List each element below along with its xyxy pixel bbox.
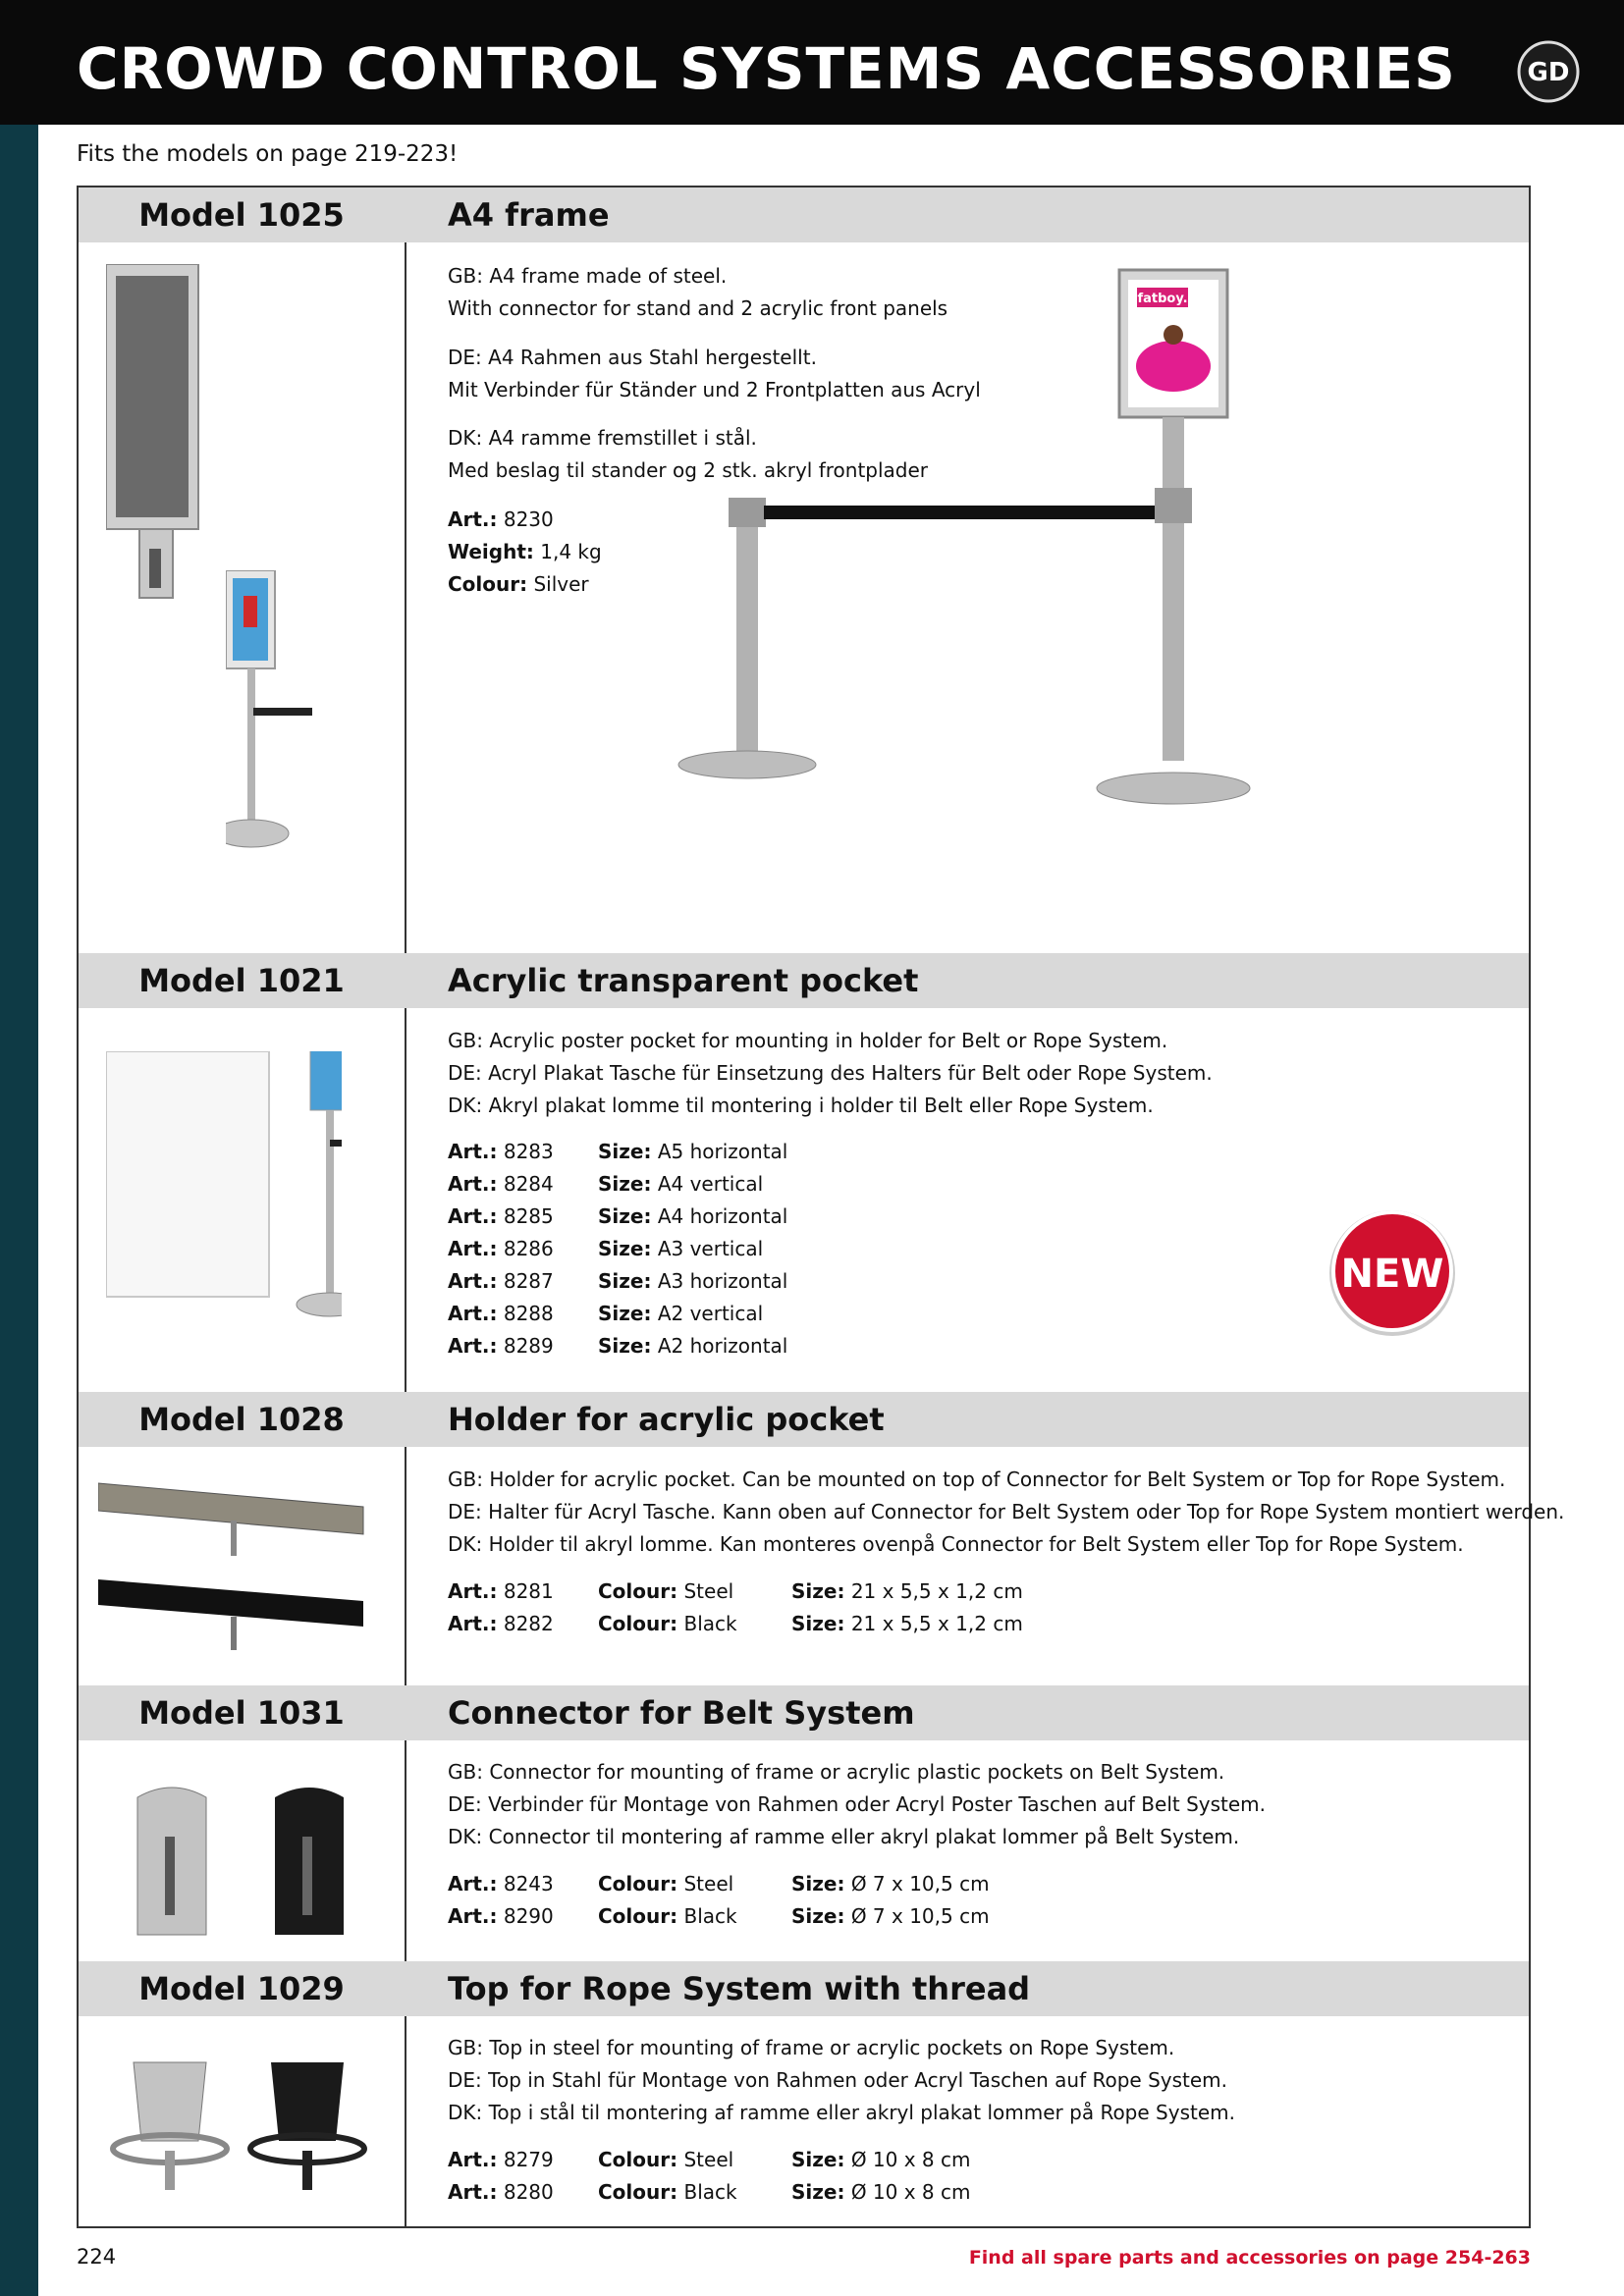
section-header-1025 xyxy=(79,187,1529,242)
spec-weight: Weight: 1,4 kg xyxy=(448,540,602,563)
a4-frame-image xyxy=(106,264,204,608)
colour-column: Colour: Steel Colour: Black xyxy=(598,2148,737,2204)
product-title: A4 frame xyxy=(448,196,610,234)
art-column: Art.: 8243 Art.: 8290 xyxy=(448,1872,554,1928)
page-title: CROWD CONTROL SYSTEMS ACCESSORIES xyxy=(77,35,1456,102)
size-column: Size: Ø 10 x 8 cm Size: Ø 10 x 8 cm xyxy=(791,2148,971,2204)
spec-art: Art.: 8230 xyxy=(448,507,554,531)
model-label: Model 1029 xyxy=(138,1970,345,2007)
svg-text:fatboy.: fatboy. xyxy=(1137,292,1188,306)
description: GB: Holder for acrylic pocket. Can be mounted on top of Connector for Belt System or Top for Rope System. DE: Halter für Acryl Tasche. Kann oben auf Connector for Belt System oder Top for Rope System montiert werden. DK: Holder til akryl lomme. Kan monteres ovenpå Connector for Belt System eller Top for Rope System. xyxy=(448,1468,1565,1556)
sidebar-stripe xyxy=(0,125,38,2296)
description: GB: Top in steel for mounting of frame or acrylic pockets on Rope System. DE: Top in Stahl für Montage von Rahmen oder Acryl Taschen auf Rope System. DK: Top i stål til montering af ramme eller akryl plakat lommer på Rope System. xyxy=(448,2036,1235,2124)
size-column: Size: 21 x 5,5 x 1,2 cm Size: 21 x 5,5 x 1,2 cm xyxy=(791,1579,1023,1635)
art-column: Art.: 8281 Art.: 8282 xyxy=(448,1579,554,1635)
pocket-holder-image xyxy=(98,1473,393,1670)
belt-stanchion-image xyxy=(668,266,1434,816)
header-bar xyxy=(0,0,1624,125)
catalog-table xyxy=(77,186,1565,2228)
description: GB: Connector for mounting of frame or acrylic plastic pockets on Belt System. DE: Verbinder für Montage von Rahmen oder Acryl Poster Taschen auf Belt System. DK: Connector til montering af ramme eller akryl plakat lommer på Belt System. xyxy=(448,1760,1267,1848)
fits-note: Fits the models on page 219-223! xyxy=(77,141,459,167)
description-de: DE: A4 Rahmen aus Stahl hergestellt. Mit Verbinder für Ständer und 2 Frontplatten aus Acryl xyxy=(448,346,981,401)
model-label: Model 1031 xyxy=(138,1694,345,1732)
spec-colour: Colour: Silver xyxy=(448,572,589,596)
model-label: Model 1028 xyxy=(138,1401,345,1438)
product-title: Acrylic transparent pocket xyxy=(448,962,919,999)
rope-top-image xyxy=(108,2053,393,2210)
new-badge xyxy=(1327,1208,1465,1346)
size-column: Size: Ø 7 x 10,5 cm Size: Ø 7 x 10,5 cm xyxy=(791,1872,990,1928)
section-header-1021 xyxy=(79,953,1529,1008)
description-gb: GB: A4 frame made of steel. With connector for stand and 2 acrylic front panels xyxy=(448,264,948,320)
column-divider xyxy=(405,187,406,2226)
model-label: Model 1025 xyxy=(138,196,345,234)
frame-on-stand-image xyxy=(226,570,344,855)
footer-note: Find all spare parts and accessories on page 254-263 xyxy=(968,2247,1531,2269)
page-number: 224 xyxy=(77,2245,117,2269)
spec-list xyxy=(448,504,602,601)
art-column: Art.: 8279 Art.: 8280 xyxy=(448,2148,554,2204)
acrylic-pocket-image xyxy=(106,1051,342,1346)
section-header-1029 xyxy=(79,1961,1529,2016)
brand-logo xyxy=(1516,39,1581,104)
product-title: Top for Rope System with thread xyxy=(448,1970,1031,2007)
description: GB: Acrylic poster pocket for mounting in holder for Belt or Rope System. DE: Acryl Plakat Tasche für Einsetzung des Halters für Belt oder Rope System. DK: Akryl plakat lomme til montering i holder til Belt eller Rope System. xyxy=(448,1029,1213,1117)
product-title: Holder for acrylic pocket xyxy=(448,1401,885,1438)
size-column: Size: A5 horizontal Size: A4 vertical Size: A4 horizontal Size: A3 vertical Size: A3 horizontal Size: A2 vertical Size: A2 horizontal xyxy=(598,1140,788,1358)
product-title: Connector for Belt System xyxy=(448,1694,915,1732)
art-column: Art.: 8283 Art.: 8284 Art.: 8285 Art.: 8286 Art.: 8287 Art.: 8288 Art.: 8289 xyxy=(448,1140,554,1358)
colour-column: Colour: Steel Colour: Black xyxy=(598,1579,737,1635)
colour-column: Colour: Steel Colour: Black xyxy=(598,1872,737,1928)
section-header-1028 xyxy=(79,1392,1529,1447)
model-label: Model 1021 xyxy=(138,962,345,999)
svg-text:NEW: NEW xyxy=(1340,1252,1444,1297)
belt-connector-image xyxy=(128,1778,383,1945)
svg-text:GD: GD xyxy=(1527,58,1570,87)
description-dk: DK: A4 ramme fremstillet i stål. Med beslag til stander og 2 stk. akryl frontplader xyxy=(448,426,929,482)
section-header-1031 xyxy=(79,1685,1529,1740)
